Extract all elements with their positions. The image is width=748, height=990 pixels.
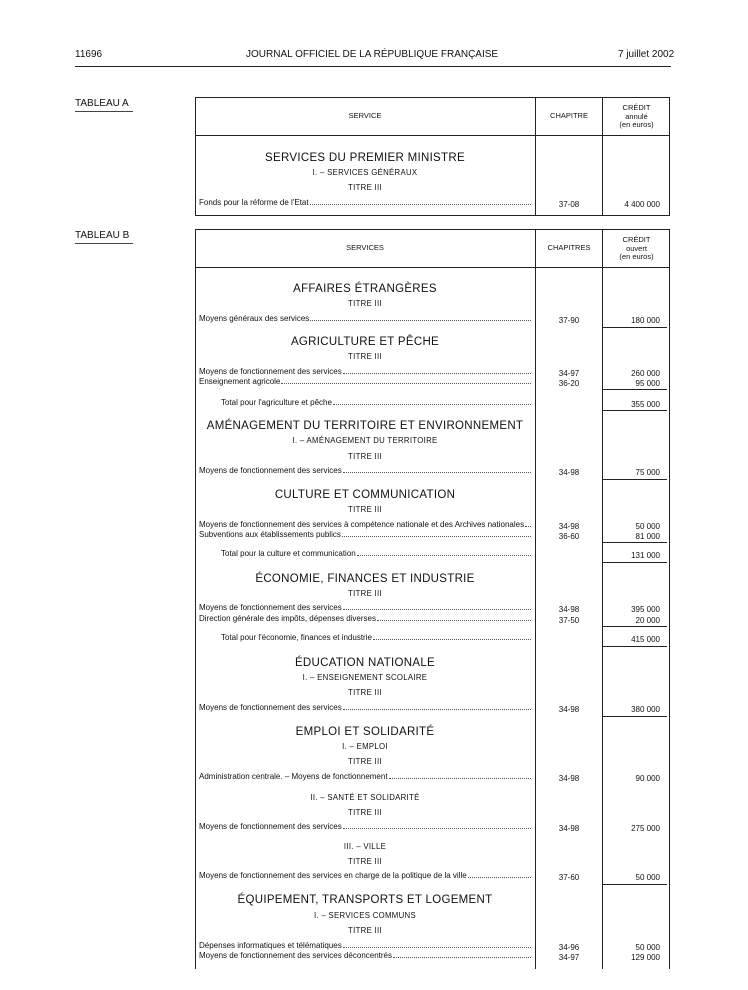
titre-label: TITRE III [348,857,382,866]
tableau-a-header-rule [195,135,670,136]
tableau-b-divider-2 [602,229,603,969]
row-amount: 260 000 [631,369,660,378]
row-amount: 90 000 [635,774,660,783]
row-amount: 395 000 [631,605,660,614]
col-header-chapitre: CHAPITRE [550,111,588,120]
subtotal-rule [603,479,667,480]
subtotal-rule [603,626,667,627]
titre-label: TITRE III [348,808,382,817]
titre-label: TITRE III [348,688,382,697]
subsection-title: III. – VILLE [343,842,387,851]
table-row [199,377,532,386]
titre-label: TITRE III [348,352,382,361]
col-header-chapitres: CHAPITRES [547,243,591,252]
row-amount: 180 000 [631,316,660,325]
row-chapitre: 34-98 [558,705,580,714]
row-label: Moyens de fonctionnement des services [199,367,342,376]
tableau-a-label: TABLEAU A [75,98,129,109]
table-row [199,520,532,529]
section-title: ÉQUIPEMENT, TRANSPORTS ET LOGEMENT [237,894,493,906]
section-title: SERVICES DU PREMIER MINISTRE [265,152,465,164]
tableau-b-right-border [669,229,670,969]
row-amount: 81 000 [635,532,660,541]
total-amount: 131 000 [631,551,660,560]
row-label: Enseignement agricole [199,377,281,386]
section-title: ÉDUCATION NATIONALE [294,657,436,669]
tableau-b-top-rule [195,229,670,230]
titre-label: TITRE III [348,183,382,192]
total-label: Total pour l'agriculture et pêche [221,398,332,407]
row-chapitre: 34-97 [558,953,580,962]
col-header-credit [603,104,670,130]
table-row [199,822,532,831]
row-amount: 380 000 [631,705,660,714]
col-header-credit-ouvert [603,236,670,262]
row-chapitre: 37-60 [558,873,580,882]
row-chapitre: 36-20 [558,379,580,388]
section-title: AMÉNAGEMENT DU TERRITOIRE ET ENVIRONNEMENT [206,420,524,432]
header-rule [75,66,671,67]
table-row [199,530,532,539]
table-row [199,951,532,960]
total-amount: 415 000 [631,635,660,644]
row-amount: 50 000 [635,873,660,882]
journal-title: JOURNAL OFFICIEL DE LA RÉPUBLIQUE FRANÇAISE [246,49,499,60]
subsection-title: I. – ENSEIGNEMENT SCOLAIRE [302,673,428,682]
section-title: ÉCONOMIE, FINANCES ET INDUSTRIE [255,573,475,585]
total-amount: 355 000 [631,400,660,409]
table-row [199,941,532,950]
table-row [199,314,532,323]
row-chapitre: 36-60 [558,532,580,541]
col-header-credit-l3: (en euros) [619,120,654,129]
row-amount: 95 000 [635,379,660,388]
table-row [199,603,532,612]
tableau-b-header-rule [195,267,670,268]
subsection-title: I. – EMPLOI [342,742,388,751]
page-number: 11696 [75,49,103,60]
row-label: Fonds pour la réforme de l'Etat [199,198,309,207]
subsection-title: I. – AMÉNAGEMENT DU TERRITOIRE [292,436,438,445]
total-label: Total pour l'économie, finances et industrie [221,633,372,642]
subtotal-rule [603,327,667,328]
row-amount: 50 000 [635,522,660,531]
subsection-title: II. – SANTÉ ET SOLIDARITÉ [310,793,420,802]
row-label: Moyens de fonctionnement des services [199,466,342,475]
total-row [221,633,532,642]
row-chapitre: 34-98 [558,605,580,614]
table-row [199,871,532,880]
titre-label: TITRE III [348,452,382,461]
tableau-b-divider-1 [535,229,536,969]
row-label: Moyens de fonctionnement des services déconcentrés [199,951,392,960]
section-title: AFFAIRES ÉTRANGÈRES [293,283,437,295]
row-label: Moyens de fonctionnement des services à compétence nationale et des Archives nationales [199,520,525,529]
table-row [199,703,532,712]
table-row [199,614,532,623]
total-row [221,398,532,407]
row-label: Moyens de fonctionnement des services [199,603,342,612]
row-label: Moyens de fonctionnement des services [199,703,342,712]
subtotal-rule [603,884,667,885]
row-chapitre: 37-08 [558,200,580,209]
tableau-a-underline [75,111,133,112]
row-amount: 4 400 000 [624,200,660,209]
row-label: Direction générale des impôts, dépenses diverses [199,614,376,623]
subtotal-rule [603,716,667,717]
row-amount: 20 000 [635,616,660,625]
col-header-credit-l1: CRÉDIT [622,235,651,244]
row-label: Moyens de fonctionnement des services [199,822,342,831]
titre-label: TITRE III [348,926,382,935]
total-rule [603,646,667,647]
section-title: AGRICULTURE ET PÊCHE [290,336,440,348]
col-header-credit-l2: ouvert [626,243,647,253]
row-chapitre: 34-98 [558,468,580,477]
row-label: Moyens de fonctionnement des services en charge de la politique de la ville [199,871,467,880]
page-date: 7 juillet 2002 [618,49,675,60]
total-label: Total pour la culture et communication [221,549,356,558]
row-chapitre: 34-97 [558,369,580,378]
col-header-services: SERVICES [346,243,384,252]
row-chapitre: 34-98 [558,522,580,531]
table-row [199,198,532,207]
row-amount: 129 000 [631,953,660,962]
row-label: Dépenses informatiques et télématiques [199,941,342,950]
section-title: EMPLOI ET SOLIDARITÉ [295,726,435,738]
row-label: Moyens généraux des services [199,314,310,323]
titre-label: TITRE III [348,299,382,308]
subtotal-rule [603,542,667,543]
subsection-title: I. – SERVICES COMMUNS [314,911,416,920]
row-chapitre: 34-98 [558,824,580,833]
col-header-credit-l3: (en euros) [619,252,654,261]
tableau-b-underline [75,243,133,244]
titre-label: TITRE III [348,757,382,766]
col-header-credit-l1: CRÉDIT [622,103,651,112]
row-chapitre: 34-96 [558,943,580,952]
col-header-service: SERVICE [348,111,382,120]
row-chapitre: 37-90 [558,316,580,325]
titre-label: TITRE III [348,505,382,514]
col-header-credit-l2: annulé [625,111,648,121]
subsection-title: I. – SERVICES GÉNÉRAUX [312,168,418,177]
row-chapitre: 34-98 [558,774,580,783]
tableau-b-label: TABLEAU B [75,230,130,241]
table-row [199,367,532,376]
total-rule [603,410,667,411]
row-label: Subventions aux établissements publics [199,530,341,539]
row-chapitre: 37-50 [558,616,580,625]
total-row [221,549,532,558]
row-label: Administration centrale. – Moyens de fonctionnement [199,772,388,781]
row-amount: 50 000 [635,943,660,952]
subtotal-rule [603,389,667,390]
table-row [199,466,532,475]
titre-label: TITRE III [348,589,382,598]
section-title: CULTURE ET COMMUNICATION [274,489,456,501]
row-amount: 275 000 [631,824,660,833]
row-amount: 75 000 [635,468,660,477]
table-row [199,772,532,781]
total-rule [603,562,667,563]
